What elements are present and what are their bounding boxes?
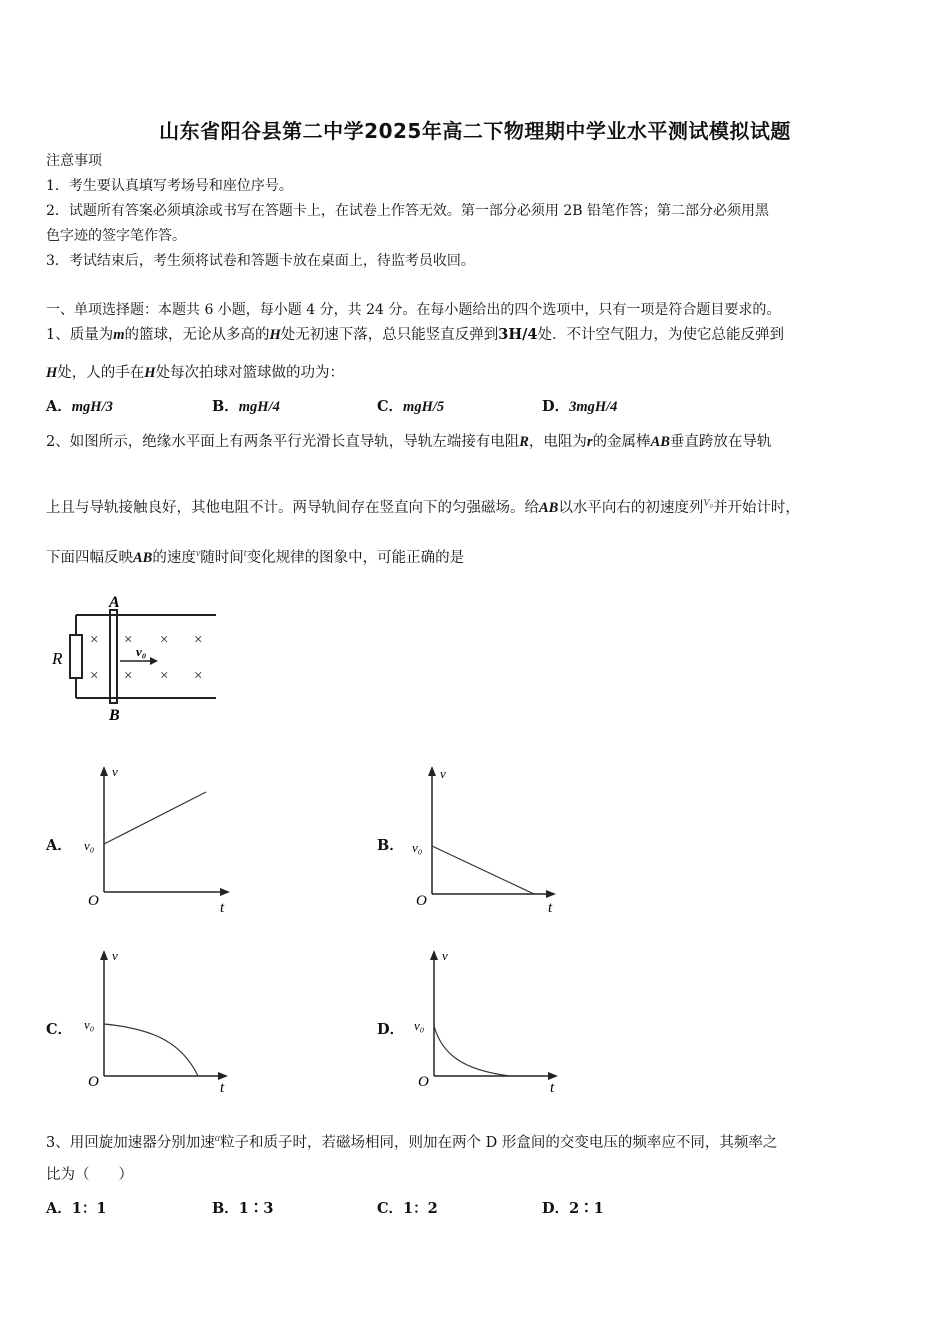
notice-item-1: 1．考生要认真填写考场号和座位序号。 — [46, 178, 293, 194]
graph-c — [80, 946, 240, 1096]
resistor — [70, 635, 82, 678]
velocity-curve — [434, 1026, 510, 1076]
field-mark: × — [90, 668, 99, 684]
graph-a — [80, 762, 240, 920]
question-2-line-3: 下面四幅反映AB的速度$^v$随时间$^t$变化规律的图象中，可能正确的是 — [46, 548, 465, 566]
svg-text:v₀: v₀ — [412, 840, 423, 855]
svg-text:t: t — [550, 1080, 555, 1096]
velocity-arrowhead — [150, 657, 158, 665]
resistor-label: R — [52, 649, 63, 668]
question-3-option-c[interactable]: C．1：2 — [377, 1200, 438, 1217]
svg-text:v₀: v₀ — [84, 838, 95, 853]
notice-heading: 注意事项 — [46, 153, 102, 169]
svg-text:O: O — [416, 893, 427, 909]
svg-text:v₀: v₀ — [414, 1018, 425, 1033]
field-mark: × — [124, 632, 133, 648]
notice-item-2-line-1: 2．试题所有答案必须填涂或书写在答题卡上，在试卷上作答无效。第一部分必须用 2B 铅笔作答；第二部分必须用黑 — [46, 203, 769, 219]
svg-text:t: t — [548, 900, 553, 916]
graph-option-c[interactable]: C． — [46, 1021, 73, 1038]
svg-text:O: O — [88, 893, 99, 909]
question-3-option-a[interactable]: A．1：1 — [46, 1200, 107, 1217]
svg-text:t: t — [220, 900, 225, 916]
velocity-line — [432, 846, 534, 894]
metal-rod — [110, 610, 117, 703]
svg-text:v: v — [442, 948, 448, 963]
graph-option-a[interactable]: A． — [46, 837, 72, 854]
question-1-option-b[interactable]: B．mgH/4 — [212, 398, 280, 415]
question-3-line-1: 3、用回旋加速器分别加速$^\alpha$粒子和质子时，若磁场相同，则加在两个 D 形盒间的交变电压的频率应不同，其频率之 — [46, 1133, 778, 1151]
graph-b — [410, 762, 570, 920]
field-mark: × — [160, 632, 169, 648]
svg-text:v₀: v₀ — [84, 1017, 95, 1032]
svg-text:v: v — [112, 948, 118, 963]
section-1-heading: 一、单项选择题：本题共 6 小题，每小题 4 分，共 24 分。在每小题给出的四个选项中，只有一项是符合题目要求的。 — [46, 302, 781, 318]
field-mark: × — [194, 632, 203, 648]
svg-text:t: t — [220, 1080, 225, 1096]
field-mark: × — [194, 668, 203, 684]
rod-top-label: A — [109, 594, 120, 611]
rod-bottom-label: B — [109, 707, 120, 724]
question-3-line-2: 比为（ ） — [46, 1167, 133, 1183]
notice-item-2-line-2: 色字迹的签字笔作答。 — [46, 228, 186, 244]
question-1-option-c[interactable]: C．mgH/5 — [377, 398, 445, 415]
question-1-option-a[interactable]: A．mgH/3 — [46, 398, 113, 415]
question-1-option-d[interactable]: D．3mgH/4 — [542, 398, 618, 415]
velocity-line — [104, 792, 206, 844]
page-title: 山东省阳谷县第二中学2025年高二下物理期中学业水平测试模拟试题 — [159, 119, 791, 143]
graph-d — [410, 946, 570, 1096]
svg-text:v: v — [112, 764, 118, 779]
velocity-curve — [104, 1024, 198, 1076]
question-1-line-1: 1、质量为m的篮球，无论从多高的H处无初速下落，总只能竖直反弹到3H/4处．不计空气阻力，为使它总能反弹到 — [46, 326, 784, 343]
question-3-option-d[interactable]: D．2∶1 — [542, 1200, 604, 1217]
field-mark: × — [90, 632, 99, 648]
question-3-option-b[interactable]: B．1∶3 — [212, 1200, 274, 1217]
question-1-line-2: H处，人的手在H处每次拍球对篮球做的功为： — [46, 365, 345, 381]
notice-item-3: 3．考试结束后，考生须将试卷和答题卡放在桌面上，待监考员收回。 — [46, 253, 475, 269]
graph-option-d[interactable]: D． — [377, 1021, 405, 1038]
svg-text:O: O — [88, 1074, 99, 1090]
question-2-line-2: 上且与导轨接触良好，其他电阻不计。两导轨间存在竖直向下的匀强磁场。给AB以水平向右的初速度列$^{V_0}$并开始计时， — [46, 498, 800, 516]
velocity-label: v₀ — [136, 644, 147, 659]
field-mark: × — [160, 668, 169, 684]
svg-text:v: v — [440, 766, 446, 781]
circuit-diagram — [46, 590, 226, 725]
question-2-line-1: 2、如图所示，绝缘水平面上有两条平行光滑长直导轨，导轨左端接有电阻R，电阻为r的金属棒AB垂直跨放在导轨 — [46, 434, 772, 450]
field-mark: × — [124, 668, 133, 684]
graph-option-b[interactable]: B． — [377, 837, 404, 854]
svg-text:O: O — [418, 1074, 429, 1090]
